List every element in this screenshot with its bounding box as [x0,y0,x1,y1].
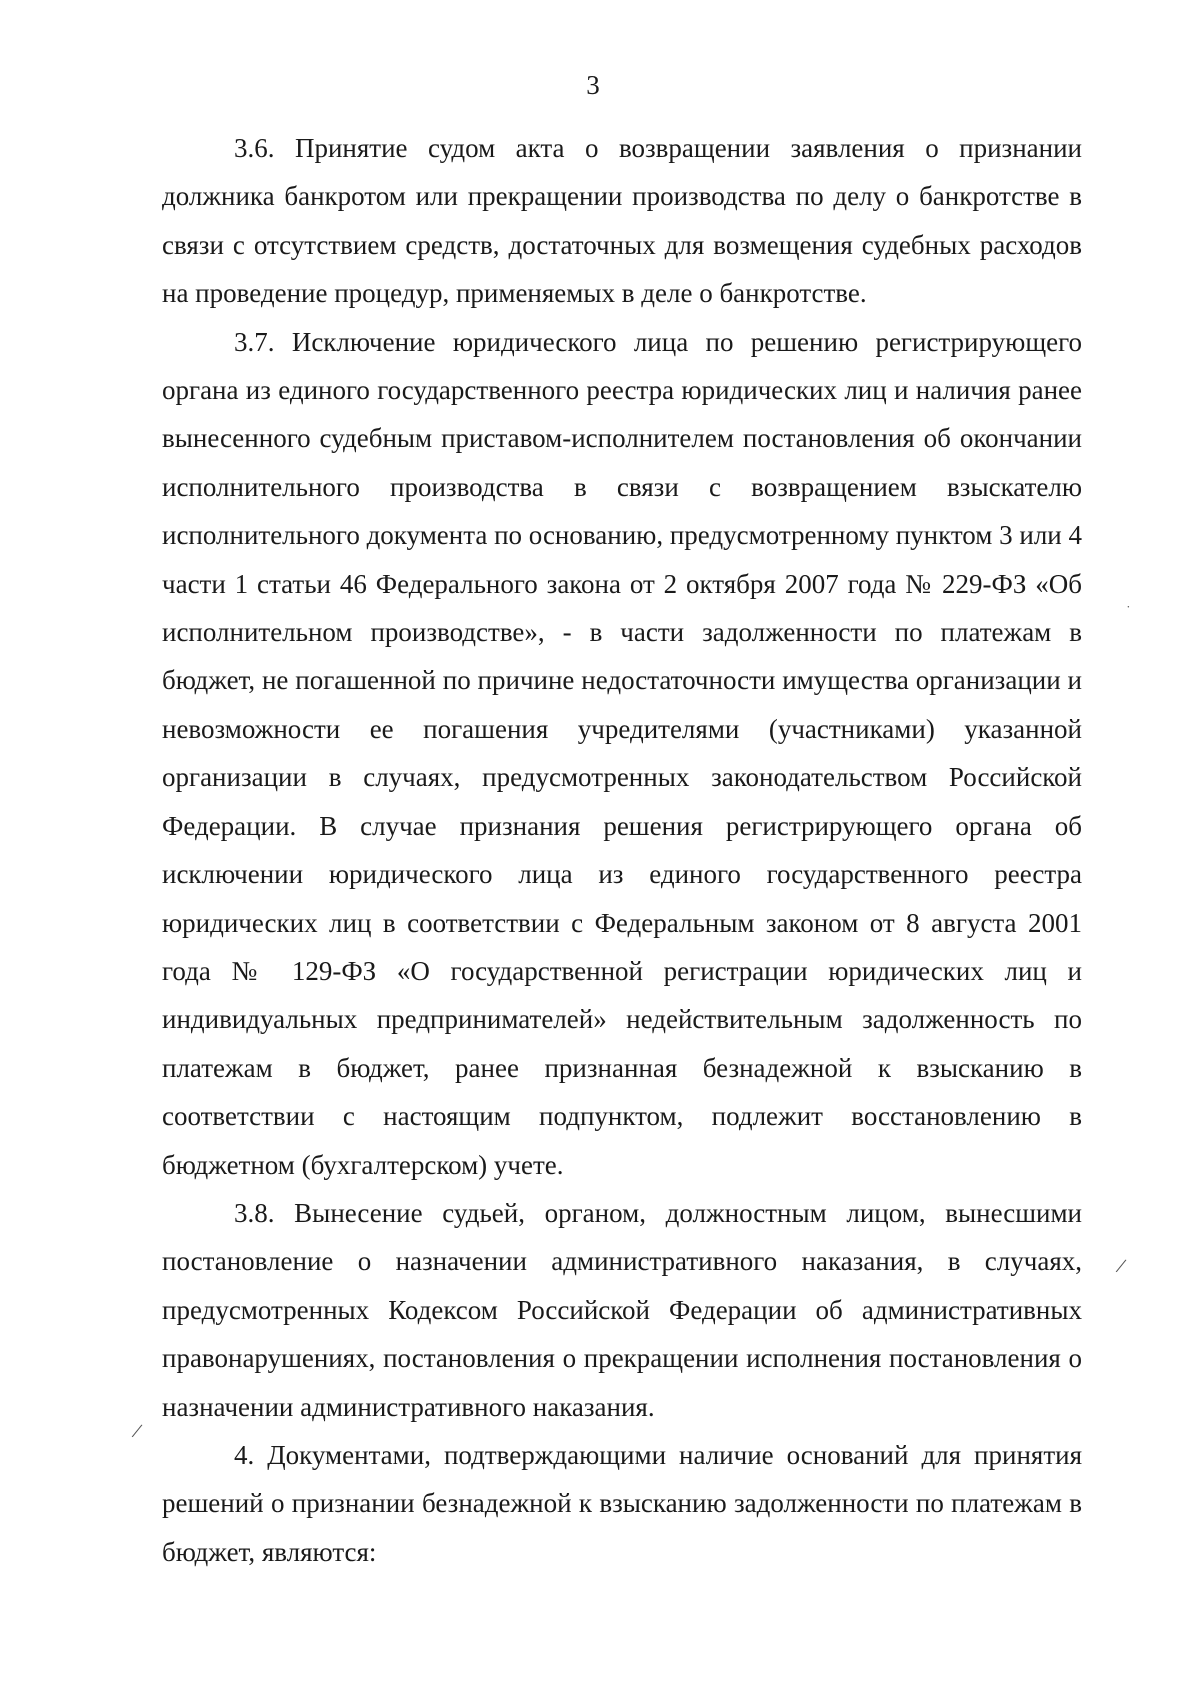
paragraph-4: 4. Документами, подтверждающими наличие оснований для принятия решений о признании безнадежной к взысканию задолженности по платежам в бюджет, являются: [162,1439,1082,1567]
paragraph-3-7: 3.7. Исключение юридического лица по решению регистрирующего органа из единого государственного реестра юридических лиц и наличия ранее вынесенного судебным приставом-исполнителем постановления об окончании исполнительного производства в связи с возвращением взыскателю исполнительного документа по основанию, предусмотренному пунктом 3 или 4 части 1 статьи 46 Федерального закона от 2 октября 2007 года № 229-ФЗ «Об исполнительном производстве», - в части задолженности по платежам в бюджет, не погашенной по причине недостаточности имущества организации и невозможности ее погашения учредителями (участниками) указанной организации в случаях, предусмотренных законодательством Российской Федерации. В случае признания решения регистрирующего органа об исключении юридического лица из единого государственного реестра юридических лиц в соответствии с Федеральным законом от 8 августа 2001 года № 129-ФЗ «О государственной регистрации юридических лиц и индивидуальных предпринимателей» недействительным задолженность по платежам в бюджет, ранее признанная безнадежной к взысканию в соответствии с настоящим подпунктом, подлежит восстановлению в бюджетном (бухгалтерском) учете. [162,326,1082,1180]
scan-stroke-mark: / [1114,1252,1129,1279]
paragraph-3-8: 3.8. Вынесение судьей, органом, должностным лицом, вынесшими постановление о назначении административного наказания, в случаях, предусмотренных Кодексом Российской Федерации об административных правонарушениях, постановления о прекращении исполнения постановления о назначении административного наказания. [162,1197,1082,1422]
document-body [162,124,1082,1576]
scan-speck-mark: ˙ [1126,604,1131,619]
scan-stroke-mark: / [130,1417,145,1444]
paragraph-3-6: 3.6. Принятие судом акта о возвращении заявления о признании должника банкротом или прекращении производства по делу о банкротстве в связи с отсутствием средств, достаточных для возмещения судебных расходов на проведение процедур, применяемых в деле о банкротстве. [162,133,1082,309]
page-number: 3 [586,70,600,100]
